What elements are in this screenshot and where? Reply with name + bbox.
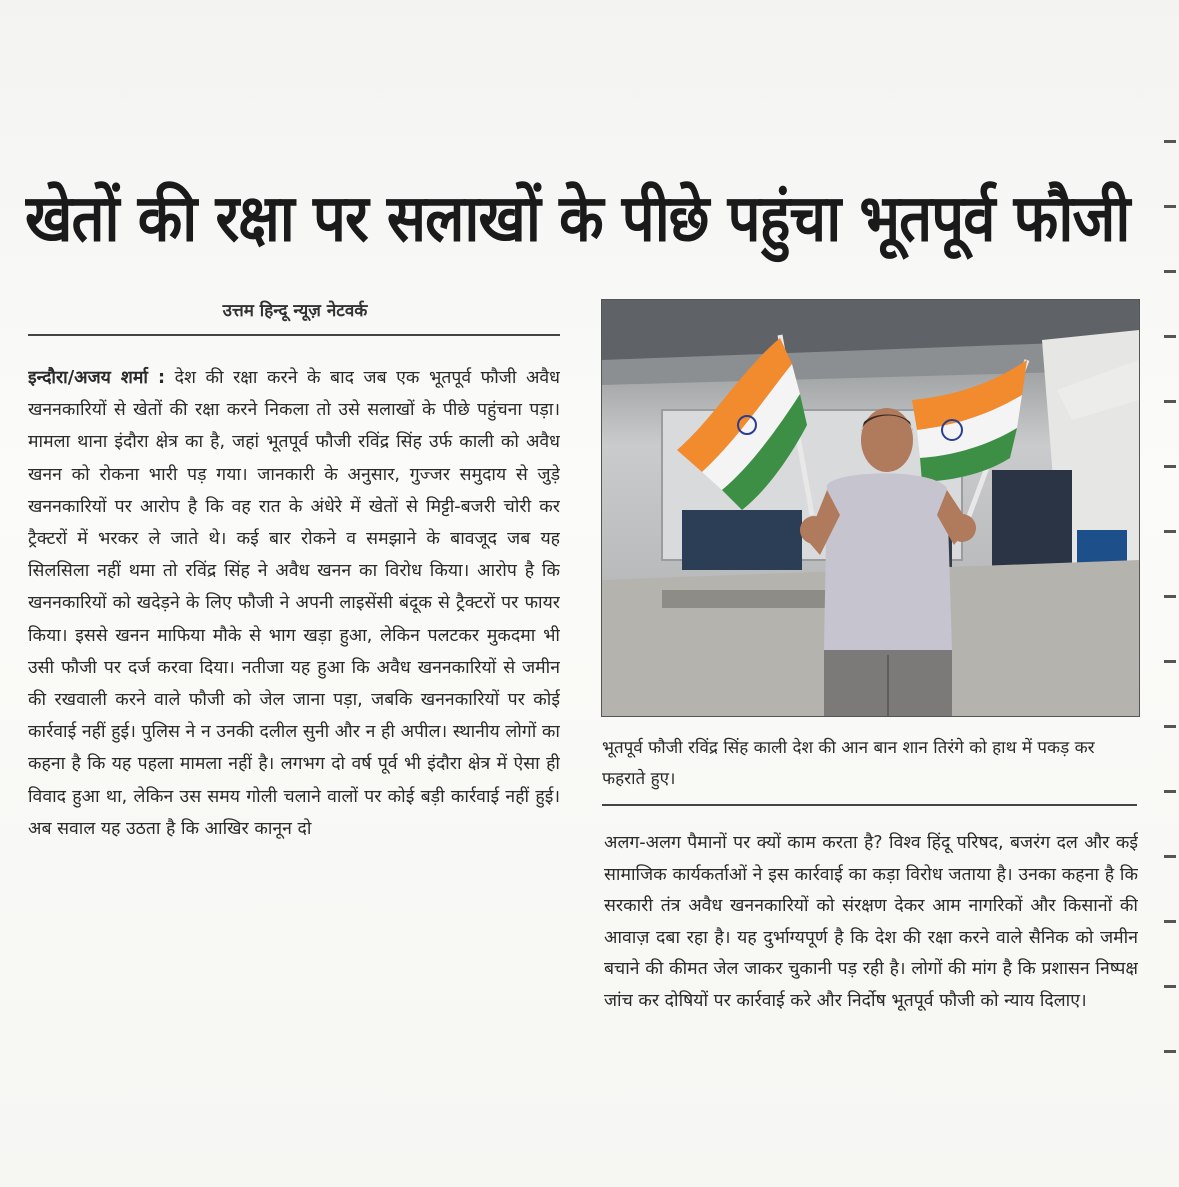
news-photo	[601, 299, 1140, 717]
article-body-left	[28, 362, 560, 1182]
caption-rule	[602, 804, 1137, 806]
photo-illustration	[602, 300, 1139, 716]
adjacent-column-edge	[1160, 140, 1179, 1140]
byline: उत्तम हिन्दू न्यूज़ नेटवर्क	[222, 301, 368, 321]
byline-rule	[28, 334, 560, 336]
article-body-right: अलग-अलग पैमानों पर क्यों काम करता है? विश्व हिंदू परिषद, बजरंग दल और कई सामाजिक कार्यकर्ताओं ने इस कार्रवाई का कड़ा विरोध जताया है। उनका कहना है कि सरकारी तंत्र अवैध खननकारियों को संरक्षण देकर आम नागरिकों और किसानों की आवाज़ दबा रहा है। यह दुर्भाग्यपूर्ण है कि देश की रक्षा करने वाले सैनिक को जमीन बचाने की कीमत जेल जाकर चुकानी पड़ रही है। लोगों की मांग है कि प्रशासन निष्पक्ष जांच कर दोषियों पर कार्रवाई करे और निर्दोष भूतपूर्व फौजी को न्याय दिलाए।	[604, 833, 1138, 1011]
dateline: इन्दौरा/अजय शर्मा :	[28, 368, 166, 388]
body-left-text: देश की रक्षा करने के बाद जब एक भूतपूर्व फौजी अवैध खननकारियों से खेतों की रक्षा करने निकला तो उसे सलाखों के पीछे पहुंचना पड़ा। मामला थाना इंदौरा क्षेत्र का है, जहां भूतपूर्व फौजी रविंद्र सिंह उर्फ काली को अवैध खनन को रोकना भारी पड़ गया। जानकारी के अनुसार, गुज्जर समुदाय से जुड़े खननकारियों पर आरोप है कि वह रात के अंधेरे में खेतों से मिट्टी-बजरी चोरी कर ट्रैक्टरों में भरकर ले जाते थे। कई बार रोकने व समझाने के बावजूद जब यह सिलसिला नहीं थमा तो रविंद्र सिंह ने अवैध खनन का विरोध किया। आरोप है कि खननकारियों को खदेड़ने के लिए फौजी ने अपनी लाइसेंसी बंदूक से ट्रैक्टरों पर फायर किया। इससे खनन माफिया मौके से भाग खड़ा हुआ, लेकिन पलटकर मुकदमा भी उसी फौजी पर दर्ज करवा दिया। नतीजा यह हुआ कि अवैध खननकारियों से जमीन की रखवाली करने वाले फौजी को जेल जाना पड़ा, जबकि खननकारियों पर कोई कार्रवाई नहीं हुई। पुलिस ने न उनकी दलील सुनी और न ही अपील। स्थानीय लोगों का कहना है कि यह पहला मामला नहीं है। लगभग दो वर्ष पूर्व भी इंदौरा क्षेत्र में ऐसा ही विवाद हुआ था, लेकिन उस समय गोली चलाने वालों पर कोई बड़ी कार्रवाई नहीं हुई। अब सवाल यह उठता है कि आखिर कानून दो	[28, 368, 560, 839]
photo-caption: भूतपूर्व फौजी रविंद्र सिंह काली देश की आन बान शान तिरंगे को हाथ में पकड़ कर फहराते हुए।	[602, 738, 1095, 789]
headline: खेतों की रक्षा पर सलाखों के पीछे पहुंचा भूतपूर्व फौजी	[25, 179, 1130, 257]
